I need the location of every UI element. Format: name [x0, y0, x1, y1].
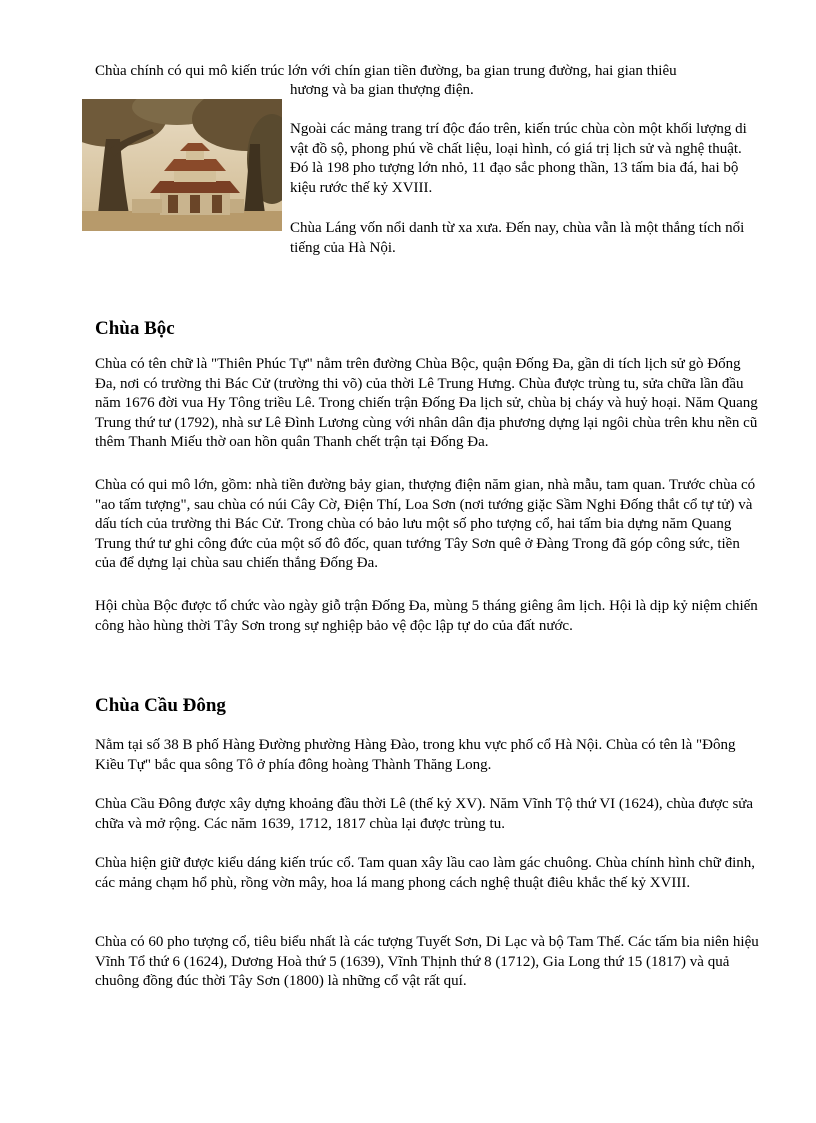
heading-chua-cau-dong: Chùa Cầu Đông [95, 695, 226, 716]
chua-cau-dong-paragraph-3: Chùa hiện giữ được kiểu dáng kiến trúc cổ. Tam quan xây lầu cao làm gác chuông. Chùa chính hình chữ đinh, các mảng chạm hổ phù, rồng vờn mây, hoa lá mang phong cách nghệ thuật điêu khắc thế kỷ XVIII. [95, 855, 755, 891]
chua-cau-dong-paragraph-1: Nằm tại số 38 B phố Hàng Đường phường Hàng Đào, trong khu vực phố cổ Hà Nội. Chùa có tên là "Đông Kiều Tự" bắc qua sông Tô ở phía đông hoàng Thành Thăng Long. [95, 737, 736, 773]
chua-boc-paragraph-1: Chùa có tên chữ là "Thiên Phúc Tự" nằm trên đường Chùa Bộc, quận Đống Đa, gần di tích lịch sử gò Đống Đa, nơi có trường thi Bác Cử (trường thi võ) của thời Lê Trung Hưng. Chùa được trùng tu, sửa chữa lần đầu năm 1676 đời vua Hy Tông triều Lê. Trong chiến trận Đống Đa lịch sử, chùa bị cháy và huỷ hoại. Năm Quang Trung thứ tư (1792), nhà sư Lê Đình Lương cùng với nhân dân địa phương dựng lại ngôi chùa trên khu nền cũ thêm Thanh Miếu thờ oan hồn quân Thanh chết trận tại Đống Đa. [95, 356, 758, 450]
chua-boc-paragraph-3: Hội chùa Bộc được tổ chức vào ngày giỗ trận Đống Đa, mùng 5 tháng giêng âm lịch. Hội là dịp kỷ niệm chiến công hào hùng thời Tây Sơn trong sự nghiệp bảo vệ độc lập tự do của đất nước. [95, 598, 758, 634]
intro-line-2: hương và ba gian thượng điện. [290, 82, 474, 98]
chua-cau-dong-paragraph-4: Chùa có 60 pho tượng cổ, tiêu biểu nhất là các tượng Tuyết Sơn, Di Lạc và bộ Tam Thế. Các tấm bia niên hiệu Vĩnh Tổ thứ 6 (1624), Dương Hoà thứ 5 (1639), Vĩnh Thịnh thứ 8 (1712), Gia Long thứ 15 (1817) và quả chuông đồng đúc thời Tây Sơn (1800) là những cổ vật rất quí. [95, 934, 759, 989]
temple-photo [82, 99, 282, 231]
chua-boc-paragraph-2: Chùa có qui mô lớn, gồm: nhà tiền đường bảy gian, thượng điện năm gian, nhà mẫu, tam quan. Trước chùa có "ao tấm tượng", sau chùa có núi Cây Cờ, Điện Thí, Loa Sơn (nơi tướng giặc Sầm Nghi Đống thắt cổ tự tử) và dấu tích của trường thi Bác Cử. Trong chùa có bảo lưu một số pho tượng cổ, hai tấm bia dựng năm Quang Trung thứ tư ghi công đức của một số đô đốc, quan tướng Tây Sơn quê ở Đàng Trong đã góp công sức, tiền của để dựng lại chùa sau chiến thắng Đống Đa. [95, 477, 756, 571]
intro-paragraph-3: Chùa Láng vốn nổi danh từ xa xưa. Đến nay, chùa vẫn là một thắng tích nổi tiếng của Hà Nội. [290, 220, 745, 256]
intro-line-1: Chùa chính có qui mô kiến trúc lớn với chín gian tiền đường, ba gian trung đường, hai gian thiêu [95, 63, 677, 79]
heading-chua-boc: Chùa Bộc [95, 318, 175, 339]
intro-paragraph-2: Ngoài các mảng trang trí độc đáo trên, kiến trúc chùa còn một khối lượng di vật đồ sộ, phong phú về chất liệu, loại hình, có giá trị lịch sử và nghệ thuật. Đó là 198 pho tượng lớn nhỏ, 11 đạo sắc phong thần, 13 tấm bia đá, hai bộ kiệu rước thế kỷ XVIII. [290, 121, 747, 196]
chua-cau-dong-paragraph-2: Chùa Cầu Đông được xây dựng khoảng đầu thời Lê (thế kỷ XV). Năm Vĩnh Tộ thứ VI (1624), chùa được sửa chữa và mở rộng. Các năm 1639, 1712, 1817 chùa lại được trùng tu. [95, 796, 754, 832]
